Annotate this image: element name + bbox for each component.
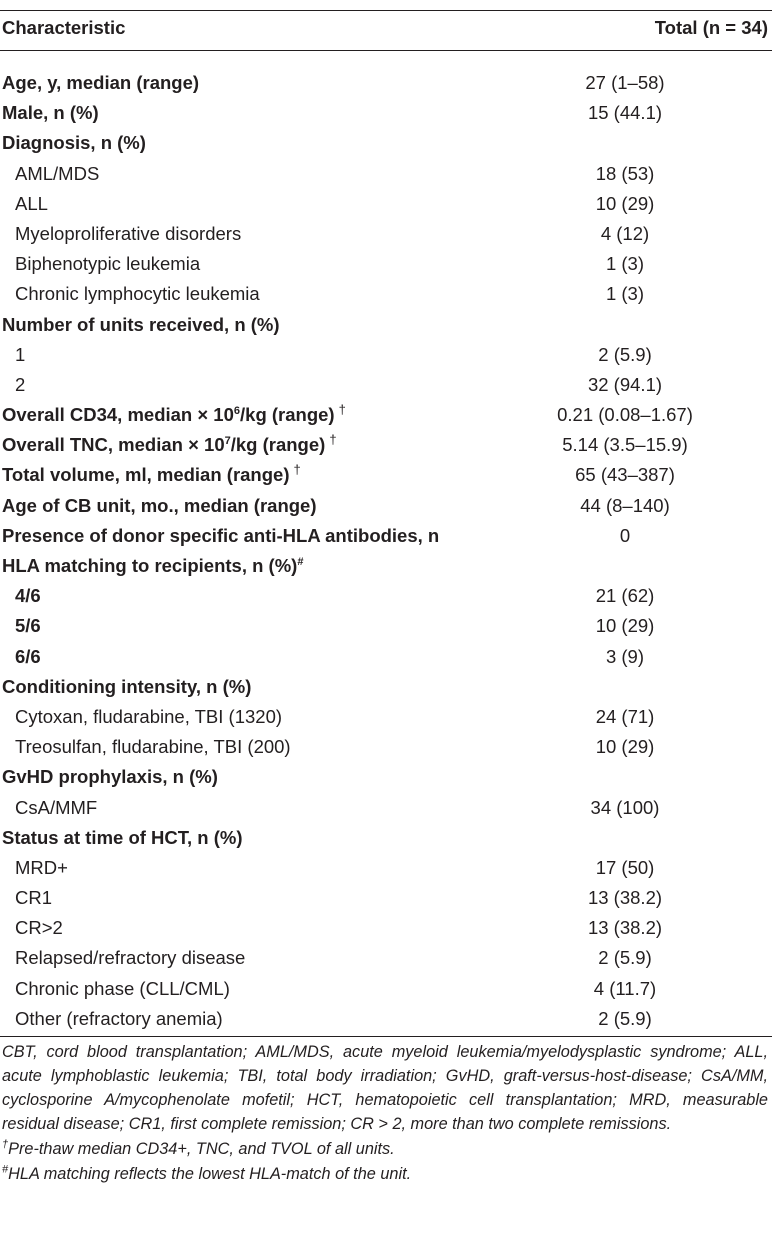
row-label: Myeloproliferative disorders	[15, 222, 242, 244]
row-label: Status at time of HCT, n (%)	[2, 826, 243, 848]
hash-note-text: HLA matching reflects the lowest HLA-match of the unit.	[8, 1165, 412, 1183]
table-row	[0, 611, 772, 641]
row-value: 65 (43–387)	[575, 464, 675, 486]
row-value: 27 (1–58)	[585, 72, 665, 93]
row-label: 6/6	[15, 645, 41, 667]
table-footnotes	[2, 1040, 768, 1186]
table-row	[0, 189, 772, 219]
row-value: 0.21 (0.08–1.67)	[557, 404, 693, 426]
row-label: ALL	[15, 192, 48, 214]
row-value: 13 (38.2)	[587, 887, 663, 909]
row-label: Chronic lymphocytic leukemia	[15, 283, 260, 305]
table-row	[0, 581, 772, 611]
table-row	[0, 310, 772, 340]
row-value: 2 (5.9)	[598, 947, 652, 969]
row-value: 1 (3)	[605, 253, 645, 275]
table-row	[0, 702, 772, 732]
row-value: 24 (71)	[595, 705, 655, 727]
row-label: 4/6	[15, 585, 41, 607]
table-row	[0, 159, 772, 189]
table-row	[0, 974, 772, 1004]
row-label: 5/6	[15, 615, 41, 637]
row-label: 2	[15, 373, 26, 395]
table-header	[0, 10, 772, 50]
dagger-mark: †	[338, 401, 346, 417]
table-row	[0, 793, 772, 823]
row-label: Number of units received, n (%)	[2, 313, 280, 335]
table-row	[0, 883, 772, 913]
table-row	[0, 68, 772, 98]
row-value: 44 (8–140)	[580, 494, 670, 516]
row-label: Total volume, ml, median (range) †	[2, 462, 301, 486]
table-row	[0, 642, 772, 672]
abbreviations-note: CBT, cord blood transplantation; AML/MDS, acute myeloid leukemia/myelodysplastic syndrome; ALL, acute lymphoblastic leukemia; TBI, total body irradiation; GvHD, graft-versus-host-disease; CsA/MM, cyclosporine A/mycophenolate mofetil; HCT, hematopoietic cell transplantation; MRD, measurable residual disease; CR1, first complete remission; CR > 2, more than two complete remissions.	[2, 1043, 768, 1133]
row-label: Biphenotypic leukemia	[15, 253, 201, 275]
dagger-note	[2, 1137, 768, 1161]
dagger-note-text: Pre-thaw median CD34+, TNC, and TVOL of all units.	[8, 1140, 395, 1158]
row-label: MRD+	[15, 856, 68, 878]
table-row	[0, 491, 772, 521]
table-row	[0, 521, 772, 551]
row-value: 34 (100)	[590, 796, 660, 818]
row-label: CR1	[15, 887, 53, 909]
row-label: Relapsed/refractory disease	[15, 947, 246, 969]
hash-note-mark: #	[2, 1163, 9, 1176]
table-row	[0, 551, 772, 581]
row-label: Overall TNC, median × $10^7/kg$ (range) †	[2, 432, 337, 456]
table-row	[0, 219, 772, 249]
row-value: 21 (62)	[595, 585, 655, 607]
dagger-mark: †	[293, 462, 301, 478]
dagger-mark: †	[329, 432, 337, 448]
row-label: 1	[15, 343, 26, 365]
row-label: Presence of donor specific anti-HLA antibodies, n	[2, 524, 440, 546]
table-row	[0, 370, 772, 400]
table-row	[0, 853, 772, 883]
row-label: Male, n (%)	[2, 102, 99, 124]
row-value: 4 (12)	[600, 222, 650, 244]
table-row	[0, 460, 772, 490]
row-value: 13 (38.2)	[587, 917, 663, 939]
row-label: CsA/MMF	[15, 796, 98, 818]
header-characteristic: Characteristic	[2, 17, 126, 38]
row-label: GvHD prophylaxis, n (%)	[2, 766, 218, 788]
row-label: HLA matching to recipients, n (%)#	[2, 555, 304, 576]
row-label: Age of CB unit, mo., median (range)	[2, 494, 317, 516]
row-value: 10 (29)	[595, 615, 655, 637]
row-label: Chronic phase (CLL/CML)	[15, 977, 230, 999]
row-label: Treosulfan, fludarabine, TBI (200)	[15, 736, 291, 758]
row-label: Conditioning intensity, n (%)	[2, 675, 252, 697]
row-value: 4 (11.7)	[593, 977, 657, 999]
row-label: Diagnosis, n (%)	[2, 132, 146, 154]
row-label: Cytoxan, fludarabine, TBI (1320)	[15, 705, 283, 727]
table-row	[0, 98, 772, 128]
hash-mark: #	[297, 555, 304, 568]
dagger-note-mark: †	[2, 1138, 9, 1151]
table-row	[0, 279, 772, 309]
row-value: 3 (9)	[605, 645, 645, 667]
row-value: 1 (3)	[605, 283, 645, 305]
row-label: Age, y, median (range)	[2, 72, 200, 93]
table-row	[0, 913, 772, 943]
row-value: 2 (5.9)	[598, 1007, 652, 1029]
row-value: 17 (50)	[595, 856, 655, 878]
table-row	[0, 732, 772, 762]
table-row	[0, 430, 772, 460]
bottom-rule	[0, 1036, 772, 1037]
row-value: 10 (29)	[595, 736, 655, 758]
row-label: Overall CD34, median × $10^6/kg$ (range) †	[2, 401, 346, 426]
table-row	[0, 672, 772, 702]
row-value: 18 (53)	[595, 162, 655, 184]
table-row	[0, 340, 772, 370]
row-value: 5.14 (3.5–15.9)	[562, 434, 688, 456]
hash-note	[2, 1162, 768, 1186]
row-value: 32 (94.1)	[587, 373, 663, 395]
row-value: 15 (44.1)	[587, 102, 663, 124]
table-row	[0, 823, 772, 853]
table-row	[0, 128, 772, 158]
table-row	[0, 249, 772, 279]
row-label: CR>2	[15, 917, 63, 939]
table-body	[0, 68, 772, 1034]
table-row	[0, 943, 772, 973]
header-rule	[0, 50, 772, 51]
row-label: AML/MDS	[15, 162, 100, 184]
row-label: Other (refractory anemia)	[15, 1007, 223, 1029]
table-row	[0, 1004, 772, 1034]
row-value: 0	[619, 524, 631, 546]
table-row	[0, 400, 772, 430]
row-value: 10 (29)	[595, 192, 655, 214]
header-total: Total (n = 34)	[654, 17, 768, 38]
table-row	[0, 762, 772, 792]
row-value: 2 (5.9)	[598, 343, 652, 365]
